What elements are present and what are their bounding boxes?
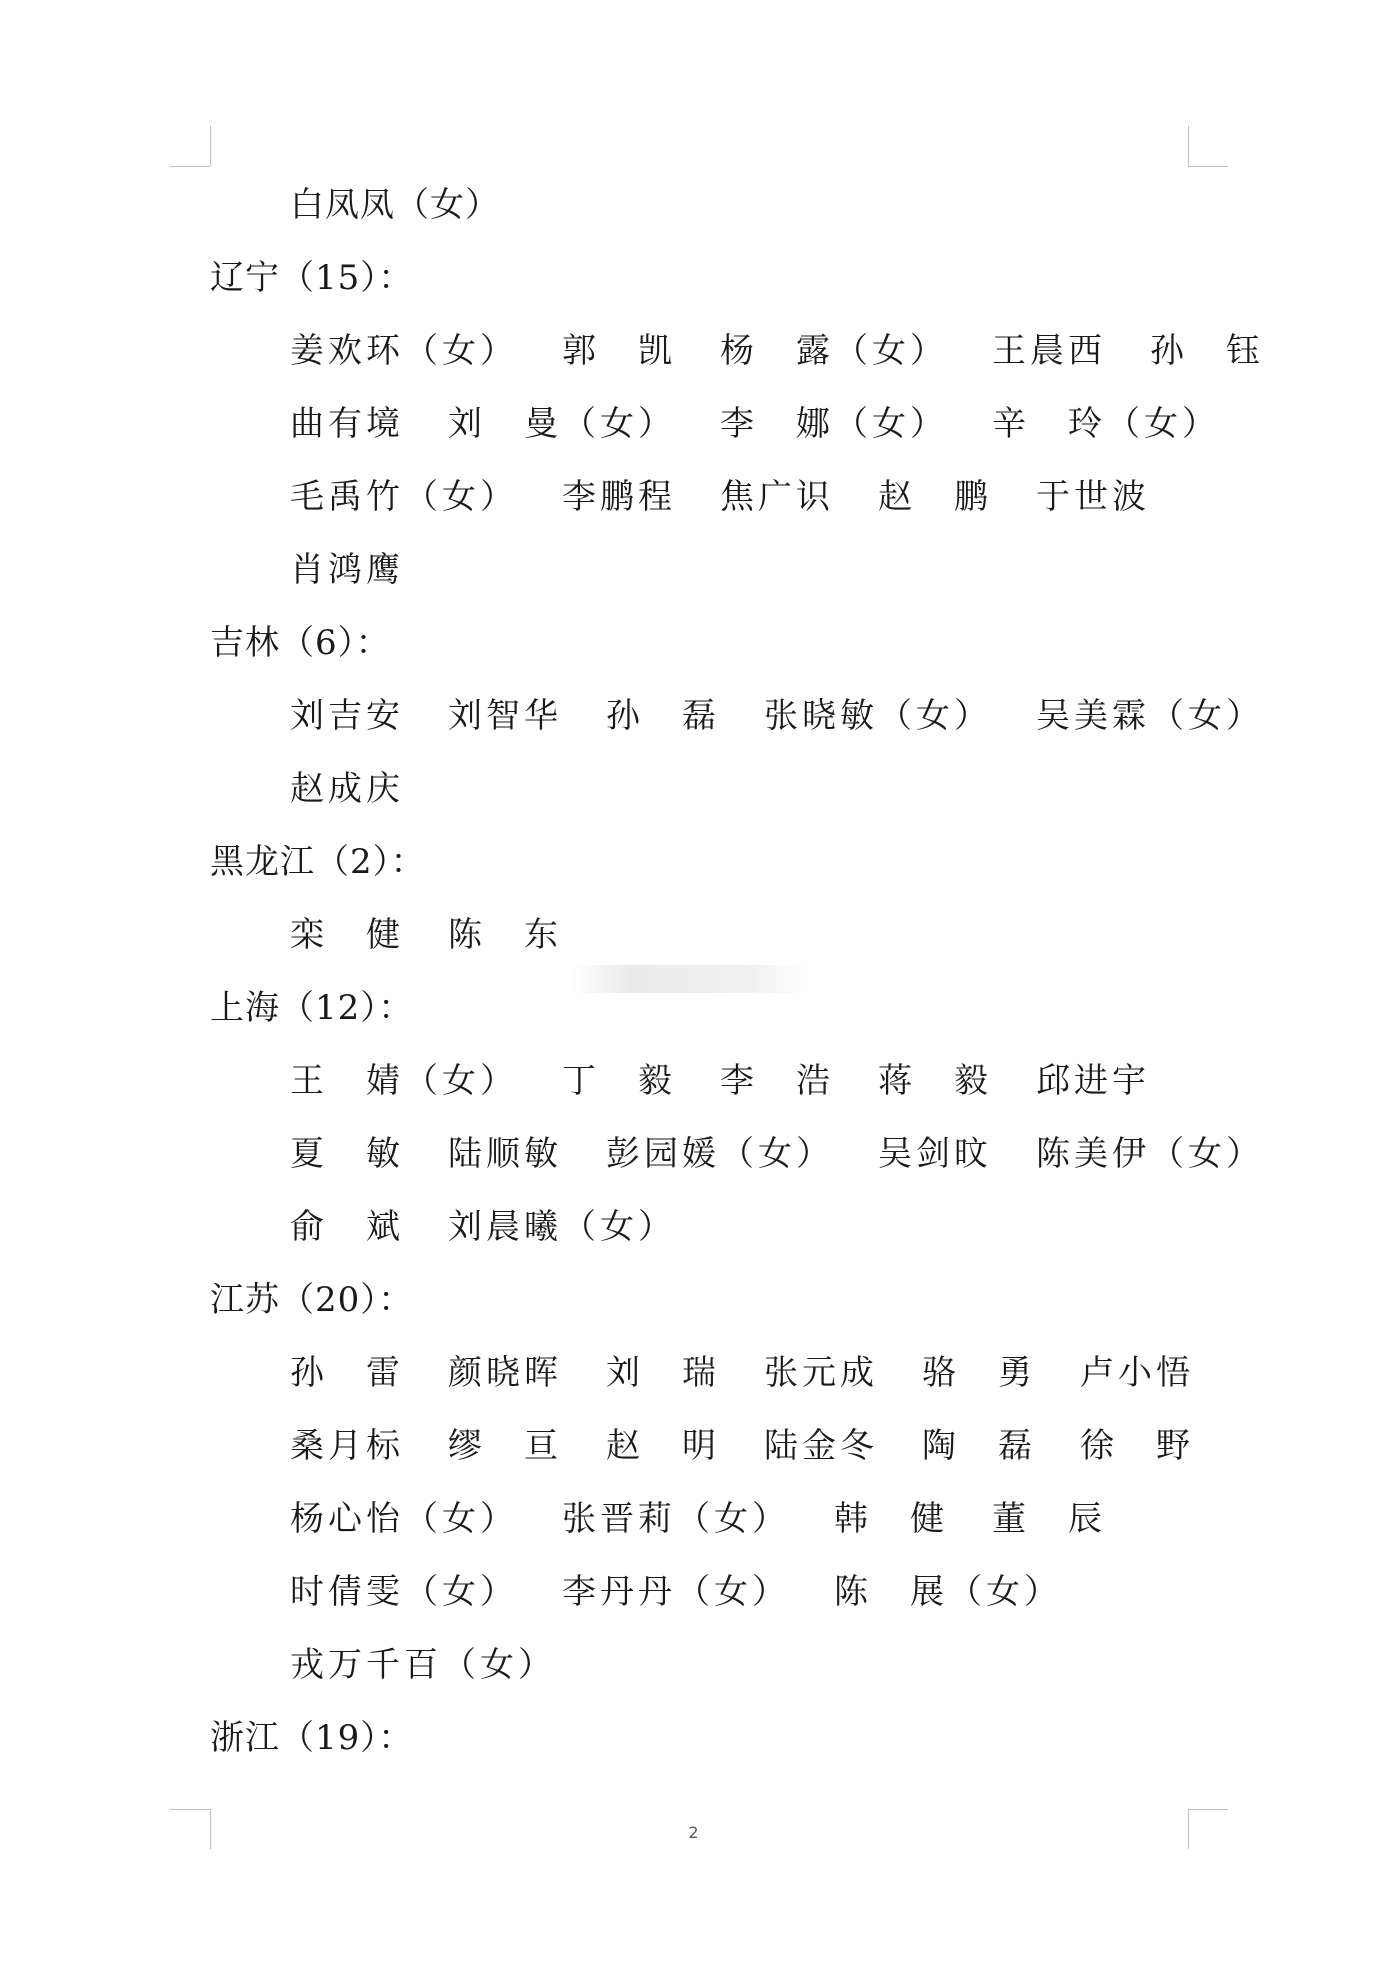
- person-name: 焦广识: [720, 477, 834, 517]
- person-name: 陈 展（女）: [834, 1572, 1062, 1612]
- person-name: 赵 鹏: [878, 477, 992, 517]
- person-name: 孙 磊: [606, 696, 720, 736]
- person-name: 赵 明: [606, 1426, 720, 1466]
- person-name: 于世波: [1036, 477, 1150, 517]
- section-header: 江苏（20）：: [210, 1280, 414, 1320]
- person-name: 俞 斌: [290, 1207, 404, 1247]
- section-header: 辽宁（15）：: [210, 258, 414, 298]
- section-header: 浙江（19）：: [210, 1718, 414, 1758]
- person-name: 张晋莉（女）: [562, 1499, 790, 1539]
- person-name: 李鹏程: [562, 477, 676, 517]
- person-name: 颜晓晖: [448, 1353, 562, 1393]
- crop-mark-top-right-h: [1188, 166, 1228, 167]
- person-name: 刘智华: [448, 696, 562, 736]
- section-header: 吉林（6）：: [210, 623, 391, 663]
- person-name: 蒋 毅: [878, 1061, 992, 1101]
- scan-smudge: [570, 965, 810, 993]
- person-name: 张晓敏（女）: [764, 696, 992, 736]
- person-name: 曲有境: [290, 404, 404, 444]
- person-name: 王晨西: [992, 331, 1106, 371]
- person-name: 孙 钰: [1150, 331, 1264, 371]
- person-name: 卢小悟: [1080, 1353, 1194, 1393]
- person-name: 刘 曼（女）: [448, 404, 676, 444]
- person-name: 杨心怡（女）: [290, 1499, 518, 1539]
- person-name: 陈美伊（女）: [1036, 1134, 1264, 1174]
- person-name: 彭园媛（女）: [606, 1134, 834, 1174]
- person-name: 李丹丹（女）: [562, 1572, 790, 1612]
- person-name: 吴美霖（女）: [1036, 696, 1264, 736]
- section-header: 上海（12）：: [210, 988, 414, 1028]
- person-name: 丁 毅: [562, 1061, 676, 1101]
- person-name: 张元成: [764, 1353, 878, 1393]
- crop-mark-bottom-left-h: [170, 1809, 210, 1810]
- person-name: 时倩雯（女）: [290, 1572, 518, 1612]
- person-name: 陈 东: [448, 915, 562, 955]
- person-name: 桑月标: [290, 1426, 404, 1466]
- person-name: 夏 敏: [290, 1134, 404, 1174]
- crop-mark-top-left-h: [170, 166, 210, 167]
- crop-mark-bottom-right-h: [1188, 1809, 1228, 1810]
- person-name: 肖鸿鹰: [290, 550, 404, 590]
- person-name: 姜欢环（女）: [290, 331, 518, 371]
- person-name: 刘吉安: [290, 696, 404, 736]
- person-name: 缪 亘: [448, 1426, 562, 1466]
- person-name: 毛禹竹（女）: [290, 477, 518, 517]
- person-name: 董 辰: [992, 1499, 1106, 1539]
- crop-mark-top-left-v: [210, 126, 211, 166]
- person-name: 刘 瑞: [606, 1353, 720, 1393]
- person-name: 刘晨曦（女）: [448, 1207, 676, 1247]
- person-name: 李 浩: [720, 1061, 834, 1101]
- person-name: 李 娜（女）: [720, 404, 948, 444]
- page-number: 2: [688, 1823, 699, 1842]
- person-name: 陶 磊: [922, 1426, 1036, 1466]
- person-name: 杨 露（女）: [720, 331, 948, 371]
- crop-mark-top-right-v: [1188, 126, 1189, 166]
- person-name: 孙 雷: [290, 1353, 404, 1393]
- person-name: 徐 野: [1080, 1426, 1194, 1466]
- person-name: 辛 玲（女）: [992, 404, 1220, 444]
- person-name: 郭 凯: [562, 331, 676, 371]
- person-name: 戎万千百（女）: [290, 1645, 556, 1685]
- person-name: 邱进宇: [1036, 1061, 1150, 1101]
- person-name: 栾 健: [290, 915, 404, 955]
- person-name: 赵成庆: [290, 769, 404, 809]
- person-name: 韩 健: [834, 1499, 948, 1539]
- person-name: 骆 勇: [922, 1353, 1036, 1393]
- section-header: 黑龙江（2）：: [210, 842, 426, 882]
- person-name: 吴剑旼: [878, 1134, 992, 1174]
- person-name: 陆顺敏: [448, 1134, 562, 1174]
- person-name: 王 婧（女）: [290, 1061, 518, 1101]
- continuation-name: 白凤凤（女）: [290, 185, 500, 225]
- person-name: 陆金冬: [764, 1426, 878, 1466]
